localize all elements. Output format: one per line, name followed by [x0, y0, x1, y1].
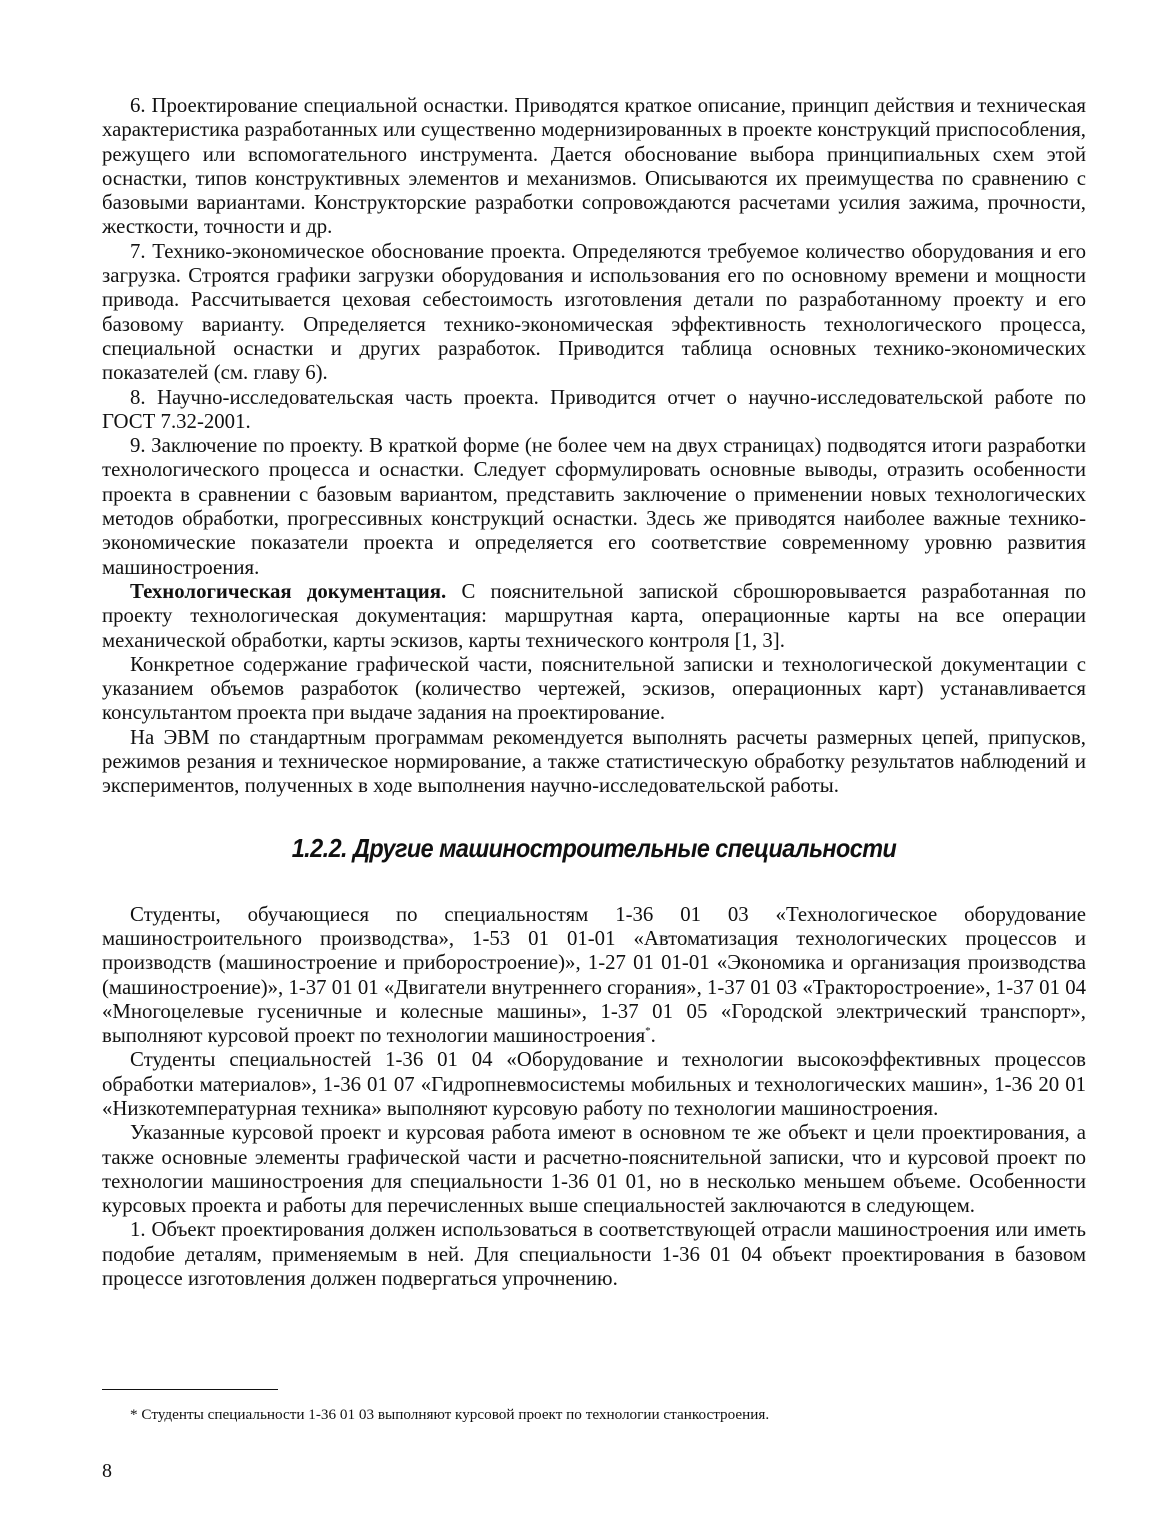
tech-documentation-text: С пояснительной запиской сброшюровывается разработанная по проекту технологическая документация: маршрутная карта, операционные карты на все операции механической обработки, карты эскизов, карты технического контроля [1, 3]. — [102, 579, 1086, 652]
tech-documentation-lead: Технологическая документация. — [130, 579, 447, 603]
section-paragraph-object: 1. Объект проектирования должен использоваться в соответствующей отрасли машиностроения или иметь подобие деталям, применяемым в ней. Для специальности 1-36 01 04 объект проектирования в базовом процессе изготовления должен подвергаться упрочнению. — [102, 1218, 1086, 1291]
section-paragraph-specialties-end: . — [650, 1024, 656, 1048]
footnote-mark: * — [645, 1025, 651, 1038]
paragraph-content-scope: Конкретное содержание графической части, пояснительной записки и технологической документации с указанием объемов разработок (количество чертежей, эскизов, операционных карт) устанавливается консультантом проекта при выдаче задания на проектирование. — [102, 652, 1086, 725]
section-paragraph-specialties-text: Студенты, обучающиеся по специальностям 1-36 01 03 «Технологическое оборудование машиностроительного производства», 1-53 01 01-01 «Автоматизация технологических процессов и производств (машиностроение и приборостроение)», 1-27 01 01-01 «Экономика и организация производства (машиностроение)», 1-37 01 01 «Двигатели внутреннего сгорания», 1-37 01 03 «Тракторостроение», 1-37 01 04 «Многоцелевые гусеничные и колесные машины», 1-37 01 05 «Городской электрический транспорт», выполняют курсовой проект по технологии машиностроения — [102, 902, 1086, 1048]
paragraph-item-6: 6. Проектирование специальной оснастки. Приводятся краткое описание, принцип действия и техническая характеристика разработанных или существенно модернизированных в проекте конструкций приспособления, режущего или вспомогательного инструмента. Дается обоснование выбора принципиальных схем этой оснастки, типов конструктивных элементов и механизмов. Описываются их преимущества по сравнению с базовыми вариантами. Конструкторские разработки сопровождаются расчетами усилия зажима, прочности, жесткости, точности и др. — [102, 94, 1086, 239]
page-number: 8 — [102, 1460, 112, 1482]
section-title: 1.2.2. Другие машиностроительные специальности — [291, 832, 897, 863]
paragraph-item-8: 8. Научно-исследовательская часть проекта. Приводится отчет о научно-исследовательской работе по ГОСТ 7.32-2001. — [102, 385, 1086, 433]
paragraph-tech-documentation — [102, 580, 1086, 653]
section-paragraph-scope: Указанные курсовой проект и курсовая работа имеют в основном те же объект и цели проектирования, а также основные элементы графической части и расчетно-пояснительной записки, что и курсовой проект по технологии машиностроения для специальности 1-36 01 01, но в несколько меньшем объеме. Особенности курсовых проекта и работы для перечисленных выше специальностей заключаются в следующем. — [102, 1121, 1086, 1218]
paragraph-item-9: 9. Заключение по проекту. В краткой форме (не более чем на двух страницах) подводятся итоги разработки технологического процесса и оснастки. Следует сформулировать основные выводы, отразить особенности проекта в сравнении с базовым вариантом, представить заключение о применении новых технологических методов обработки, прогрессивных конструкций оснастки. Здесь же приводятся наиболее важные технико-экономические показатели проекта и определяется его соответствие современному уровню развития машиностроения. — [102, 434, 1086, 579]
paragraph-computer-calculations: На ЭВМ по стандартным программам рекомендуется выполнять расчеты размерных цепей, припусков, режимов резания и техническое нормирование, а также статистическую обработку результатов наблюдений и экспериментов, полученных в ходе выполнения научно-исследовательской работы. — [102, 725, 1086, 798]
footnote-divider — [102, 1389, 278, 1390]
footnote: * Студенты специальности 1-36 01 03 выполняют курсовой проект по технологии станкостроения. — [130, 1406, 770, 1423]
page-body — [102, 94, 1086, 1291]
paragraph-item-7: 7. Технико-экономическое обоснование проекта. Определяются требуемое количество оборудования и его загрузка. Строятся графики загрузки оборудования и использования его по основному времени и мощности привода. Рассчитывается цеховая себестоимость изготовления детали по разработанному проекту и его базовому варианту. Определяется технико-экономическая эффективность технологического процесса, специальной оснастки и других разработок. Приводится таблица основных технико-экономических показателей (см. главу 6). — [102, 239, 1086, 385]
section-paragraph-coursework: Студенты специальностей 1-36 01 04 «Оборудование и технологии высокоэффективных процессов обработки материалов», 1-36 01 07 «Гидропневмосистемы мобильных и технологических машин», 1-36 20 01 «Низкотемпературная техника» выполняют курсовую работу по технологии машиностроения. — [102, 1048, 1086, 1120]
section-paragraph-specialties — [102, 903, 1086, 1049]
